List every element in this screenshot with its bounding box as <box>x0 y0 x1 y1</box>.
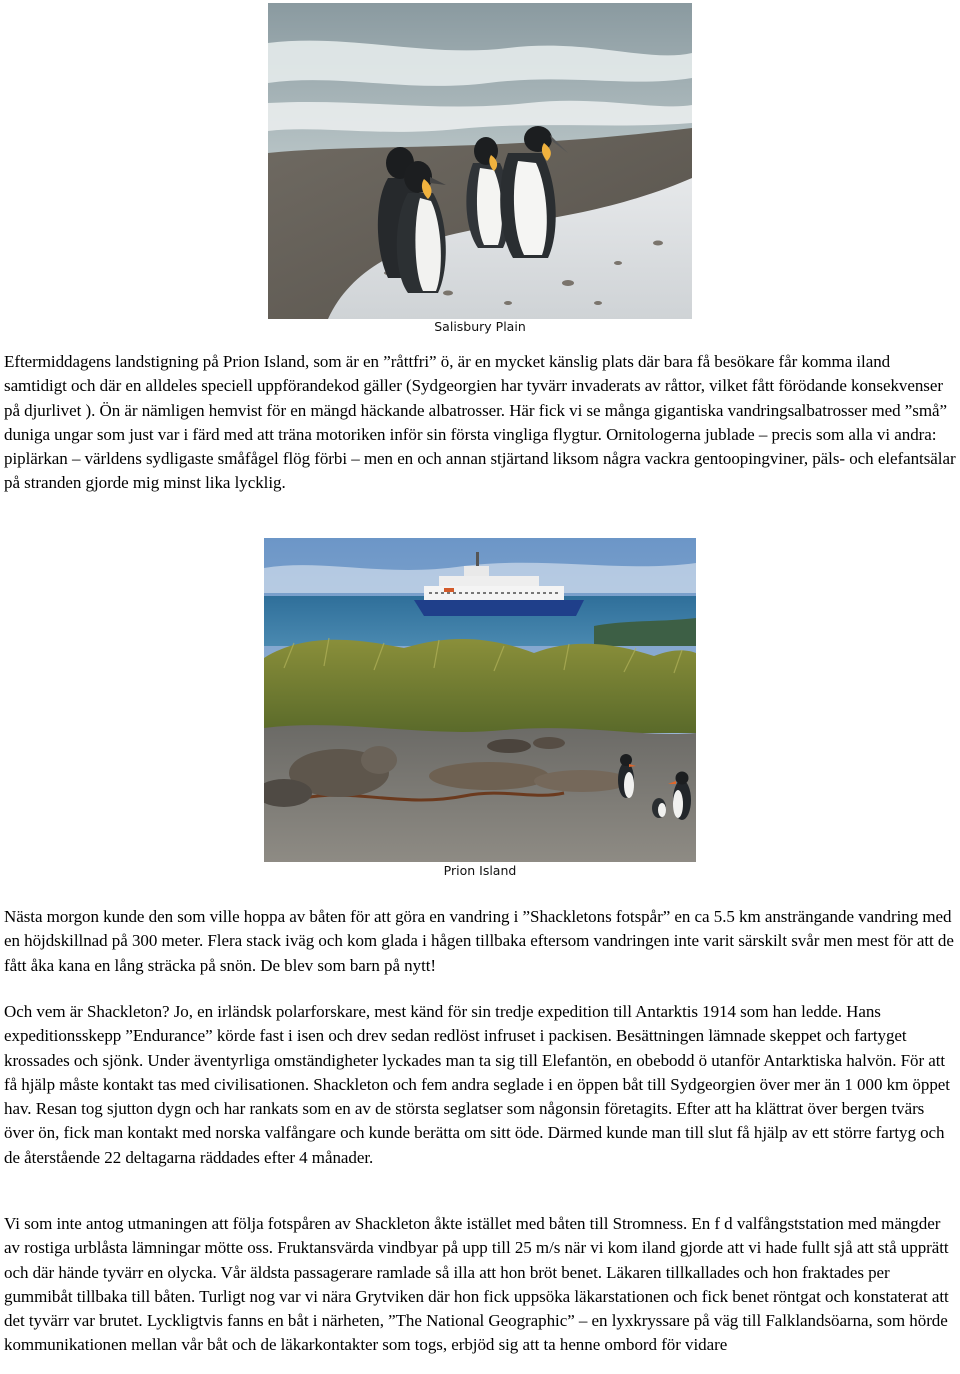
photo-caption-prion-island: Prion Island <box>443 863 517 878</box>
paragraph-stromness-visit: Vi som inte antog utmaningen att följa fotspåren av Shackleton åkte istället med båten till Stromness. En f d valfångststation med mängder av rostiga urblåsta lämningar mötte oss. Fruktansvärda vindbyar på upp till 25 m/s när vi kom iland gjorde att vi hade fullt sjå att stå upprätt och där hände tyvärr en olycka. Vår äldsta passagerare ramlade så illa att hon bröt benet. Läkaren tillkallades och hon fraktades per gummibåt tillbaka till båten. Turligt nog var vi nära Grytviken där hon fick uppsöka läkarstationen och fick benet röntgat och konstaterat att det tyvärr var brutet. Lyckligtvis fanns en båt i närheten, ”The National Geographic” – en lyxkryssare på väg till Falklandsöarna, som hörde kommunikationen mellan vår båt och de läkarkontakter som togs, erbjöd sig att ta henne ombord för vidare <box>4 1214 949 1355</box>
paragraph-shackleton-walk: Nästa morgon kunde den som ville hoppa av båten för att göra en vandring i ”Shackletons fotspår” en ca 5.5 km ansträngande vandring med en höjdskillnad på 300 meter. Flera stack iväg och kom glada i hågen tillbaka eftersom vandringen inte varit särskilt svår men mest för att de fått åka kana en lång sträcka på snön. De blev som barn på nytt! <box>4 907 954 975</box>
paragraph-who-is-shackleton: Och vem är Shackleton? Jo, en irländsk polarforskare, mest känd för sin tredje expedition till Antarktis 1914 som han ledde. Hans expeditionsskepp ”Endurance” körde fast i isen och drev sedan redlöst infruset i packisen. Besättningen lämnade skeppet och fartyget krossades och sjönk. Under äventyrliga omständigheter lyckades man ta sig till Elefantön, en obebodd ö utanför Antarktiska halvön. För att få hjälp måste kontakt tas med civilisationen. Shackleton och fem andra seglade i en öppen båt till Sydgeorgien över mer än 1 000 km öppet hav. Resan tog sjutton dygn och har rankats som en av de största seglatser som någonsin företagits. Efter att ha klättrat över bergen tvärs över ön, fick man kontakt med norska valfångare och kunde berätta om sitt öde. Därmed kunde man till slut få hjälp av ett större fartyg och de återstående 22 deltagarna räddades efter 4 månader. <box>4 1002 950 1167</box>
photo-caption-salisbury-plain: Salisbury Plain <box>434 319 526 334</box>
paragraph-prion-island-landing: Eftermiddagens landstigning på Prion Island, som är en ”råttfri” ö, är en mycket känslig plats där bara få besökare får komma iland samtidigt och där en alldeles speciell uppförandekod gäller (Sydgeorgien har tyvärr invaderats av råttor, vilket fått förödande konsekvenser på djurlivet ). Ön är nämligen hemvist för en mängd häckande albatrosser. Här fick vi se många gigantiska vandringsalbatrosser med ”små” duniga ungar som just var i färd med att träna motoriken inför sin första vingliga flygtur. Ornitologerna jublade – precis som alla vi andra: piplärkan – världens sydligaste småfågel flög förbi – men en och annan stjärtand liksom några vackra gentoopingviner, päls- och elefantsälar på stranden gjorde mig minst lika lycklig. <box>4 352 956 493</box>
king-penguins-photo <box>268 3 692 319</box>
prion-island-photo <box>264 538 696 862</box>
